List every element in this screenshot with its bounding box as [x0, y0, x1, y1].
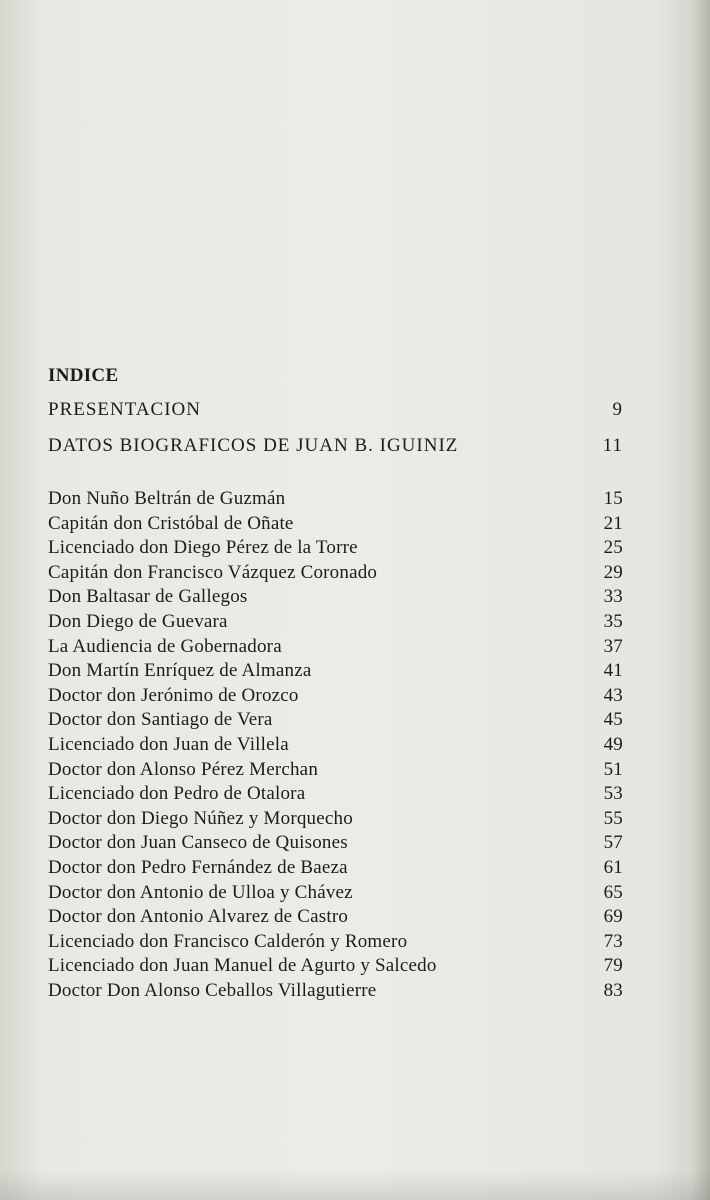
toc-entry — [48, 635, 623, 660]
toc-entry — [48, 881, 623, 906]
toc-entry-title: Don Martín Enríquez de Almanza — [48, 660, 312, 682]
toc-entry-page: 57 — [603, 832, 623, 854]
toc-entry-page: 55 — [603, 807, 623, 829]
toc-entry-page: 37 — [603, 635, 623, 657]
toc-entry-page: 45 — [603, 709, 623, 731]
toc-entry-page: 29 — [603, 561, 623, 583]
toc-entry — [48, 930, 623, 955]
toc-entry — [48, 684, 623, 709]
toc-entry-title: Doctor Don Alonso Ceballos Villagutierre — [48, 979, 377, 1001]
toc-entry-title: Doctor don Antonio de Ulloa y Chávez — [48, 881, 353, 903]
toc-entry — [48, 708, 623, 733]
table-of-contents — [48, 362, 623, 1003]
toc-entry — [48, 758, 623, 783]
toc-entry-page: 51 — [603, 758, 623, 780]
toc-entry-datos-biograficos — [48, 430, 623, 462]
toc-entry-title: Capitán don Cristóbal de Oñate — [48, 512, 294, 534]
toc-entry-title: Licenciado don Francisco Calderón y Romero — [48, 930, 408, 952]
toc-entry — [48, 536, 623, 561]
toc-entry-title: Doctor don Alonso Pérez Merchan — [48, 758, 319, 780]
toc-entry-page: 25 — [603, 537, 623, 559]
toc-entry-page: 83 — [603, 979, 623, 1001]
toc-entry-title: Don Baltasar de Gallegos — [48, 586, 248, 608]
toc-entry — [48, 487, 623, 512]
toc-entry-title: Doctor don Juan Canseco de Quisones — [48, 832, 348, 854]
toc-entry — [48, 831, 623, 856]
toc-entry — [48, 610, 623, 635]
toc-entry-page: 41 — [603, 660, 623, 682]
toc-entry-title: Doctor don Diego Núñez y Morquecho — [48, 807, 353, 829]
toc-entry-presentacion — [48, 394, 623, 426]
toc-entry-title: Don Diego de Guevara — [48, 610, 228, 632]
toc-entry-title: Licenciado don Juan Manuel de Agurto y Salcedo — [48, 955, 437, 977]
toc-entry-page: 69 — [603, 906, 623, 928]
toc-entry-page: 43 — [603, 684, 623, 706]
toc-entry-page: 79 — [603, 955, 623, 977]
toc-entry — [48, 979, 623, 1004]
toc-entry — [48, 659, 623, 684]
toc-entry-title: Doctor don Santiago de Vera — [48, 709, 273, 731]
toc-entry-page: 15 — [603, 488, 623, 509]
toc-entry-page: 53 — [603, 783, 623, 805]
toc-entry — [48, 585, 623, 610]
toc-entry-title: Doctor don Pedro Fernández de Baeza — [48, 856, 348, 878]
toc-entry — [48, 807, 623, 832]
toc-entry-page: 11 — [602, 435, 623, 456]
toc-entry-title: DATOS BIOGRAFICOS DE JUAN B. IGUINIZ — [48, 435, 459, 456]
toc-entry-title: Licenciado don Juan de Villela — [48, 733, 289, 755]
toc-entry-page: 49 — [603, 733, 623, 755]
toc-entry — [48, 733, 623, 758]
toc-entry — [48, 561, 623, 586]
toc-entry-page: 33 — [603, 586, 623, 608]
toc-entry — [48, 512, 623, 537]
toc-entry — [48, 856, 623, 881]
toc-entry-page: 21 — [603, 512, 623, 534]
toc-entry — [48, 782, 623, 807]
toc-entry-title: PRESENTACION — [48, 399, 201, 420]
index-heading: INDICE — [48, 365, 119, 386]
toc-entry-title: Doctor don Jerónimo de Orozco — [48, 684, 299, 706]
toc-entry-page: 73 — [603, 930, 623, 952]
toc-entry-page: 35 — [603, 610, 623, 632]
toc-entry-page: 61 — [603, 856, 623, 878]
toc-entry-page: 9 — [612, 399, 623, 420]
toc-entry-title: Licenciado don Pedro de Otalora — [48, 783, 306, 805]
page-edge-shadow-right — [692, 0, 710, 1200]
toc-entry-title: Don Nuño Beltrán de Guzmán — [48, 488, 286, 509]
toc-entry-title: La Audiencia de Gobernadora — [48, 635, 282, 657]
toc-entry-page: 65 — [603, 881, 623, 903]
toc-entry-title: Licenciado don Diego Pérez de la Torre — [48, 537, 358, 559]
toc-entry-title: Capitán don Francisco Vázquez Coronado — [48, 561, 378, 583]
toc-entry — [48, 954, 623, 979]
toc-entry-title: Doctor don Antonio Alvarez de Castro — [48, 906, 349, 928]
toc-entry-list — [48, 487, 623, 1003]
page-edge-shadow-bottom — [0, 1170, 710, 1200]
toc-entry — [48, 905, 623, 930]
